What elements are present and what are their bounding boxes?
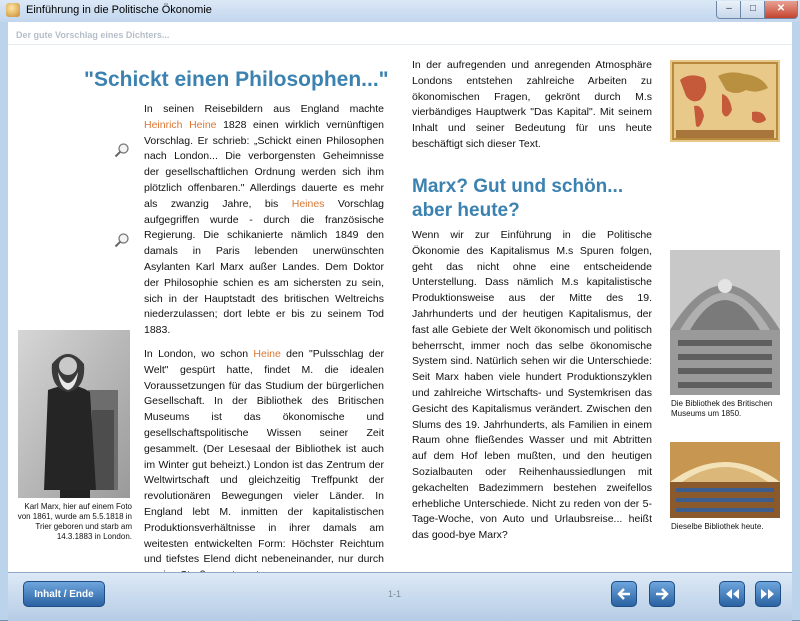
content-page (8, 22, 792, 572)
library-1850-caption: Die Bibliothek des Britischen Museums um 1850. (671, 399, 773, 418)
page-subtitle: Der gute Vorschlag eines Dichters... (16, 30, 170, 40)
app-icon (6, 3, 20, 17)
link-heines[interactable]: Heines (291, 197, 325, 210)
maximize-button[interactable]: □ (740, 1, 766, 19)
previous-page-button[interactable] (611, 581, 637, 607)
navigation-bar (8, 572, 792, 621)
column-right-intro (412, 58, 652, 161)
window-title: Einführung in die Politische Ökonomie (26, 4, 212, 16)
library-today-image[interactable] (670, 442, 780, 518)
title-bar (0, 0, 800, 22)
column-left (144, 102, 384, 592)
divider (8, 44, 792, 45)
section-title-philosopher: "Schickt einen Philosophen..." (84, 68, 389, 91)
arrow-right-icon (654, 586, 670, 602)
marx-portrait-photo[interactable] (18, 330, 130, 498)
library-1850-image[interactable] (670, 250, 780, 395)
paragraph-heine (144, 102, 384, 339)
arrow-left-icon (616, 586, 632, 602)
text: Vorschlag aufgegriffen wurde - durch die französische Regierung. Die schikanierte nämlich 1849 den damals in Paris lebenden unerwünschten Asylanten Karl Marx außer Landes. Dem Doktor der Philosophie schien es am sichersten zu sein, sich in der Hauptstadt des britischen Weltreichs niederzulassen; dort lebte er bis zu seinem Tod 1883. (144, 197, 384, 337)
world-map-image[interactable] (670, 60, 780, 142)
next-chapter-button[interactable] (755, 581, 781, 607)
paragraph-intro: In der aufregenden und anregenden Atmosphäre Londons entstehen zahlreiche Arbeiten zu ökonomischen Fragen, gekrönt durch M.s vierbändiges Hauptwerk "Das Kapital". Mit seinem Inhalt und seiner Bedeutung für uns heute beschäftigt sich dieser Text. (412, 59, 652, 150)
double-arrow-right-icon (760, 586, 776, 602)
paragraph-london (144, 347, 384, 584)
close-button[interactable]: ✕ (764, 1, 798, 19)
text: In London, wo schon (144, 347, 254, 360)
link-heinrich-heine[interactable]: Heinrich Heine (144, 118, 217, 131)
text: In seinen Reisebildern aus England machte (144, 103, 384, 115)
column-right-body (412, 228, 652, 552)
page-indicator: 1-1 (388, 589, 402, 599)
minimize-button[interactable]: – (716, 1, 742, 19)
previous-chapter-button[interactable] (719, 581, 745, 607)
magnifier-icon[interactable] (114, 232, 130, 248)
contents-end-button[interactable]: Inhalt / Ende (23, 581, 105, 607)
text: 1828 einen wirklich vernünftigen Vorschlag. Er schrieb: „Schickt einen Philosophen nach London... Die verborgensten Geheimnisse der gesellschaftlichen Ordnung werden sich ihm plötzlich offenbaren." Allerdings dauerte es mehr als zwanzig Jahre, bis (144, 118, 384, 210)
paragraph-marx-today: Wenn wir zur Einführung in die Politische Ökonomie des Kapitalismus M.s Spuren folgen, geht das nicht ohne eine entscheidende Unterstellung. Dass nämlich M.s kapitalistische Produktionsweise aus der Mitte des 19. Jahrhunderts und der heutigen Kapitalismus, der fast alle Gebiete der Welt ökonomisch und politisch beherrscht, immer noch das selbe ökonomische System sind. Natürlich sehen wir die Unterschiede: Seit Marx haben viele hundert Produktionszyklen und zahlreiche Wirtschafts- und Systemkrisen das Gesicht des Kapitalismus verändert. Zwischen den Slums des 19. Jahrhunderts, als Familien in einem Raum ohne fließendes Wasser und mit Abtritten auf dem Hof leben mußten, und den heutigen Sozialbauten oder Reihenhaussiedlungen mit gekachelten Badezimmern bestehen zweifellos erhebliche Unterschiede. Nicht zu reden von der 5-Tage-Woche, von Auto und Urlaubsreise... heißt das good-bye Marx? (412, 229, 652, 542)
next-page-button[interactable] (649, 581, 675, 607)
link-heine[interactable]: Heine (253, 347, 281, 360)
marx-photo-caption: Karl Marx, hier auf einem Foto von 1861, wurde am 5.5.1818 in Trier geboren und starb am 14.3.1883 in London. (17, 502, 132, 541)
text: den "Pulsschlag der Welt" gespürt hatte, findet M. die idealen Voraussetzungen für das Studium der bürgerlichen Gesellschaft. In der Bibliothek des Britischen Museums ist das ökonomische und gesellschaftspolitische Wissen seiner Zeit gesammelt. (Der Lesesaal der Bibliothek ist auch im Winter gut beheizt.) London ist das Zentrum der Weltwirtschaft und gleichzeitig Treffpunkt der revolutionären Bewegungen vieler Länder. In England lebt M. inmitten der kapitalistischen Produktionsverhältnisse in ihrer damals am weitesten entwickelten Form: Höchster Reichtum und tiefstes Elend dicht nebeneinander, nur durch (144, 347, 385, 566)
double-arrow-left-icon (724, 586, 740, 602)
library-today-caption: Dieselbe Bibliothek heute. (671, 522, 764, 531)
magnifier-icon[interactable] (114, 142, 130, 158)
section-title-marx-today: Marx? Gut und schön... aber heute? (412, 176, 624, 221)
